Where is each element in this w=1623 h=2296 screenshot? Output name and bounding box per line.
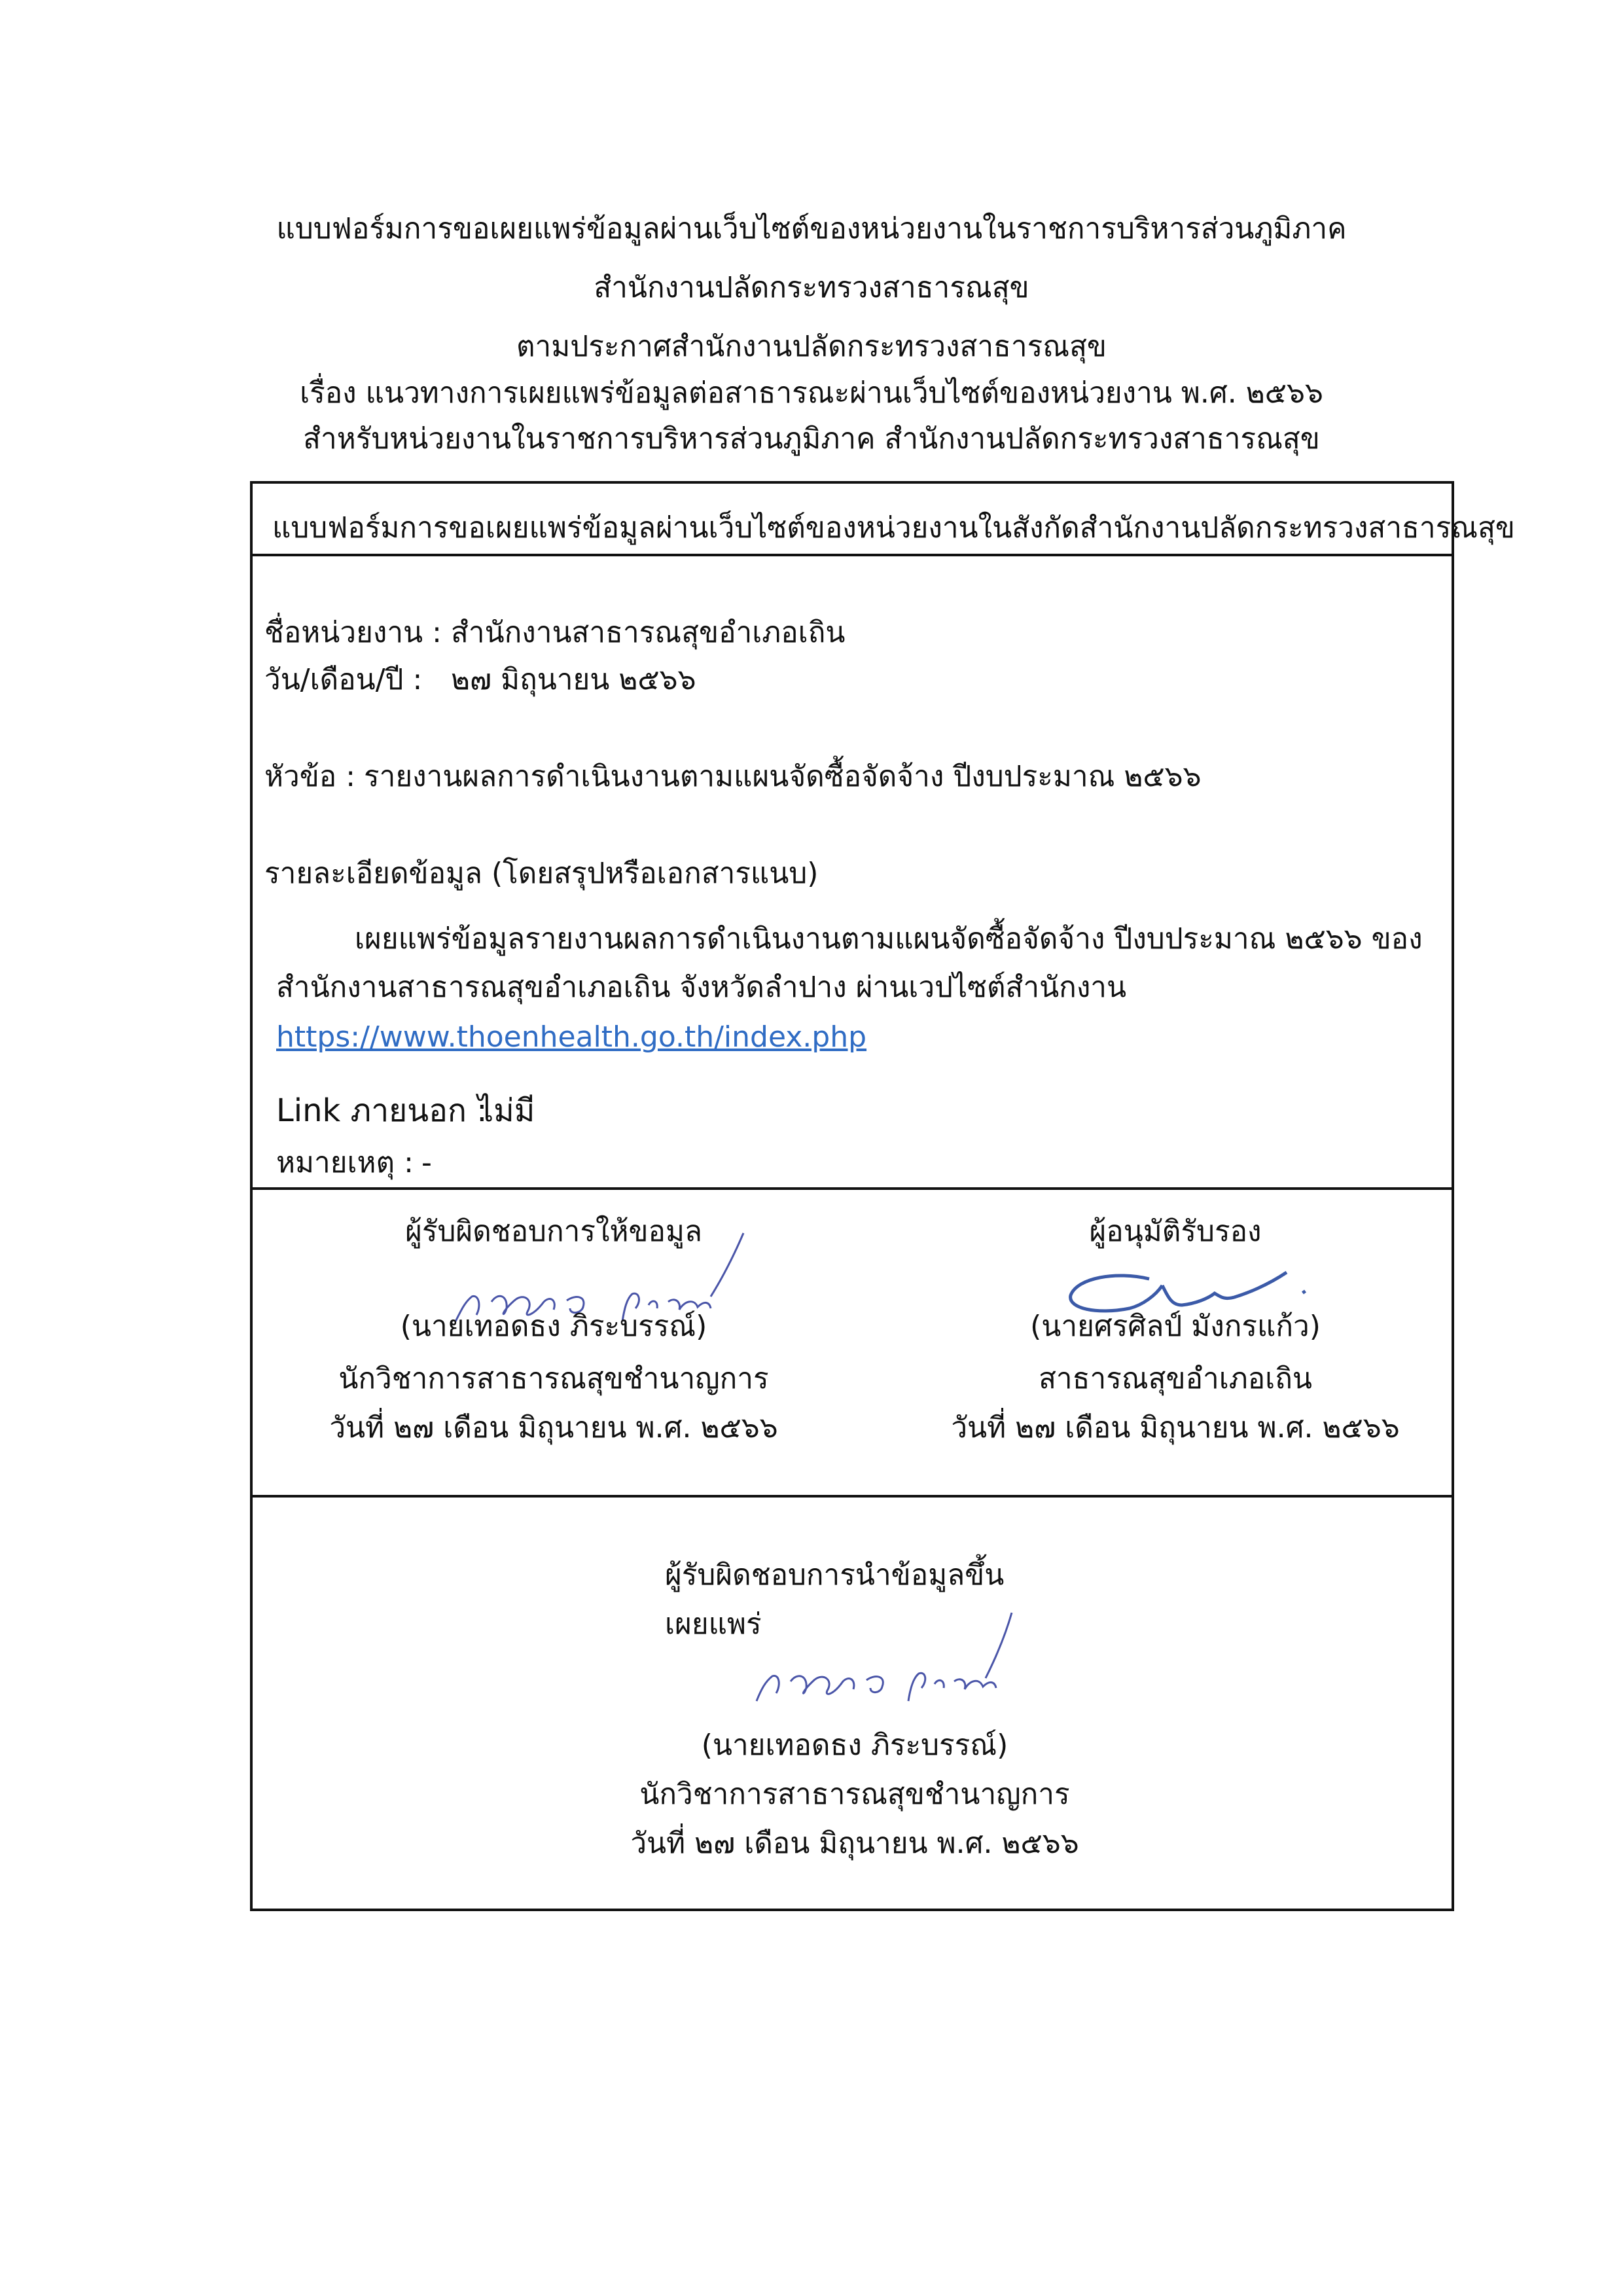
left-signer-role: ผู้รับผิดชอบการให้ขอมูล <box>405 1215 702 1248</box>
subject-value: รายงานผลการดำเนินงานตามแผนจัดซื้อจัดจ้าง ปีงบประมาณ ๒๕๖๖ <box>364 760 1202 793</box>
signature-icon <box>737 1609 1038 1714</box>
header-line-3: ตามประกาศสำนักงานปลัดกระทรวงสาธารณสุข <box>516 330 1107 363</box>
form-title: แบบฟอร์มการขอเผยแพร่ข้อมูลผ่านเว็บไซต์ของหน่วยงานในสังกัดสำนักงานปลัดกระทรวงสาธารณสุข <box>272 511 1516 545</box>
date-value: ๒๗ มิถุนายน ๒๕๖๖ <box>451 663 696 696</box>
header-line-1: แบบฟอร์มการขอเผยแพร่ข้อมูลผ่านเว็บไซต์ของหน่วยงานในราชการบริหารส่วนภูมิภาค <box>276 212 1347 245</box>
detail-line-1: เผยแพร่ข้อมูลรายงานผลการดำเนินงานตามแผนจัดซื้อจัดจ้าง ปีงบประมาณ ๒๕๖๖ ของ <box>355 922 1423 956</box>
publisher-role-line-1: ผู้รับผิดชอบการนำข้อมูลขึ้น <box>665 1558 1005 1592</box>
header-line-2: สำนักงานปลัดกระทรวงสาธารณสุข <box>594 271 1029 304</box>
agency-label: ชื่อหน่วยงาน : <box>264 616 442 649</box>
subject-label: หัวข้อ : <box>264 760 356 793</box>
divider <box>253 554 1452 556</box>
header-line-5: สำหรับหน่วยงานในราชการบริหารส่วนภูมิภาค สำนักงานปลัดกระทรวงสาธารณสุข <box>303 422 1320 456</box>
remark-label: หมายเหตุ : <box>276 1146 414 1179</box>
remark-value: - <box>421 1146 432 1179</box>
left-signer-date: วันที่ ๒๗ เดือน มิถุนายน พ.ศ. ๒๕๖๖ <box>329 1411 778 1444</box>
left-signer-position: นักวิชาการสาธารณสุขชำนาญการ <box>338 1362 769 1395</box>
external-link-value: ไม่มี <box>478 1092 535 1129</box>
publisher-name: (นายเทอดธง ภิระบรรณ์) <box>701 1729 1008 1762</box>
external-link-label: Link ภายนอก : <box>276 1092 488 1129</box>
date-label: วัน/เดือน/ปี : <box>264 663 423 696</box>
request-form <box>250 481 1516 1911</box>
detail-link[interactable]: https://www.thoenhealth.go.th/index.php <box>276 1020 867 1054</box>
header-line-4: เรื่อง แนวทางการเผยแพร่ข้อมูลต่อสาธารณะผ่านเว็บไซต์ของหน่วยงาน พ.ศ. ๒๕๖๖ <box>300 376 1323 410</box>
right-signer-position: สาธารณสุขอำเภอเถิน <box>1039 1362 1312 1395</box>
right-signer-date: วันที่ ๒๗ เดือน มิถุนายน พ.ศ. ๒๕๖๖ <box>951 1411 1400 1444</box>
publisher-role-line-2: เผยแพร่ <box>665 1607 762 1641</box>
agency-value: สำนักงานสาธารณสุขอำเภอเถิน <box>451 616 846 649</box>
divider <box>253 1495 1452 1498</box>
detail-line-2: สำนักงานสาธารณสุขอำเภอเถิน จังหวัดลำปาง ผ่านเวปไซต์สำนักงาน <box>276 971 1127 1004</box>
detail-label: รายละเอียดข้อมูล (โดยสรุปหรือเอกสารแนบ) <box>264 857 819 890</box>
divider <box>253 1187 1452 1190</box>
right-signer-name: (นายศรศิลป์ มังกรแก้ว) <box>1030 1310 1321 1343</box>
publisher-date: วันที่ ๒๗ เดือน มิถุนายน พ.ศ. ๒๕๖๖ <box>630 1827 1079 1860</box>
right-signer-role: ผู้อนุมัติรับรอง <box>1089 1215 1262 1248</box>
publisher-position: นักวิชาการสาธารณสุขชำนาญการ <box>639 1778 1070 1811</box>
left-signer-name: (นายเทอดธง ภิระบรรณ์) <box>400 1310 707 1343</box>
